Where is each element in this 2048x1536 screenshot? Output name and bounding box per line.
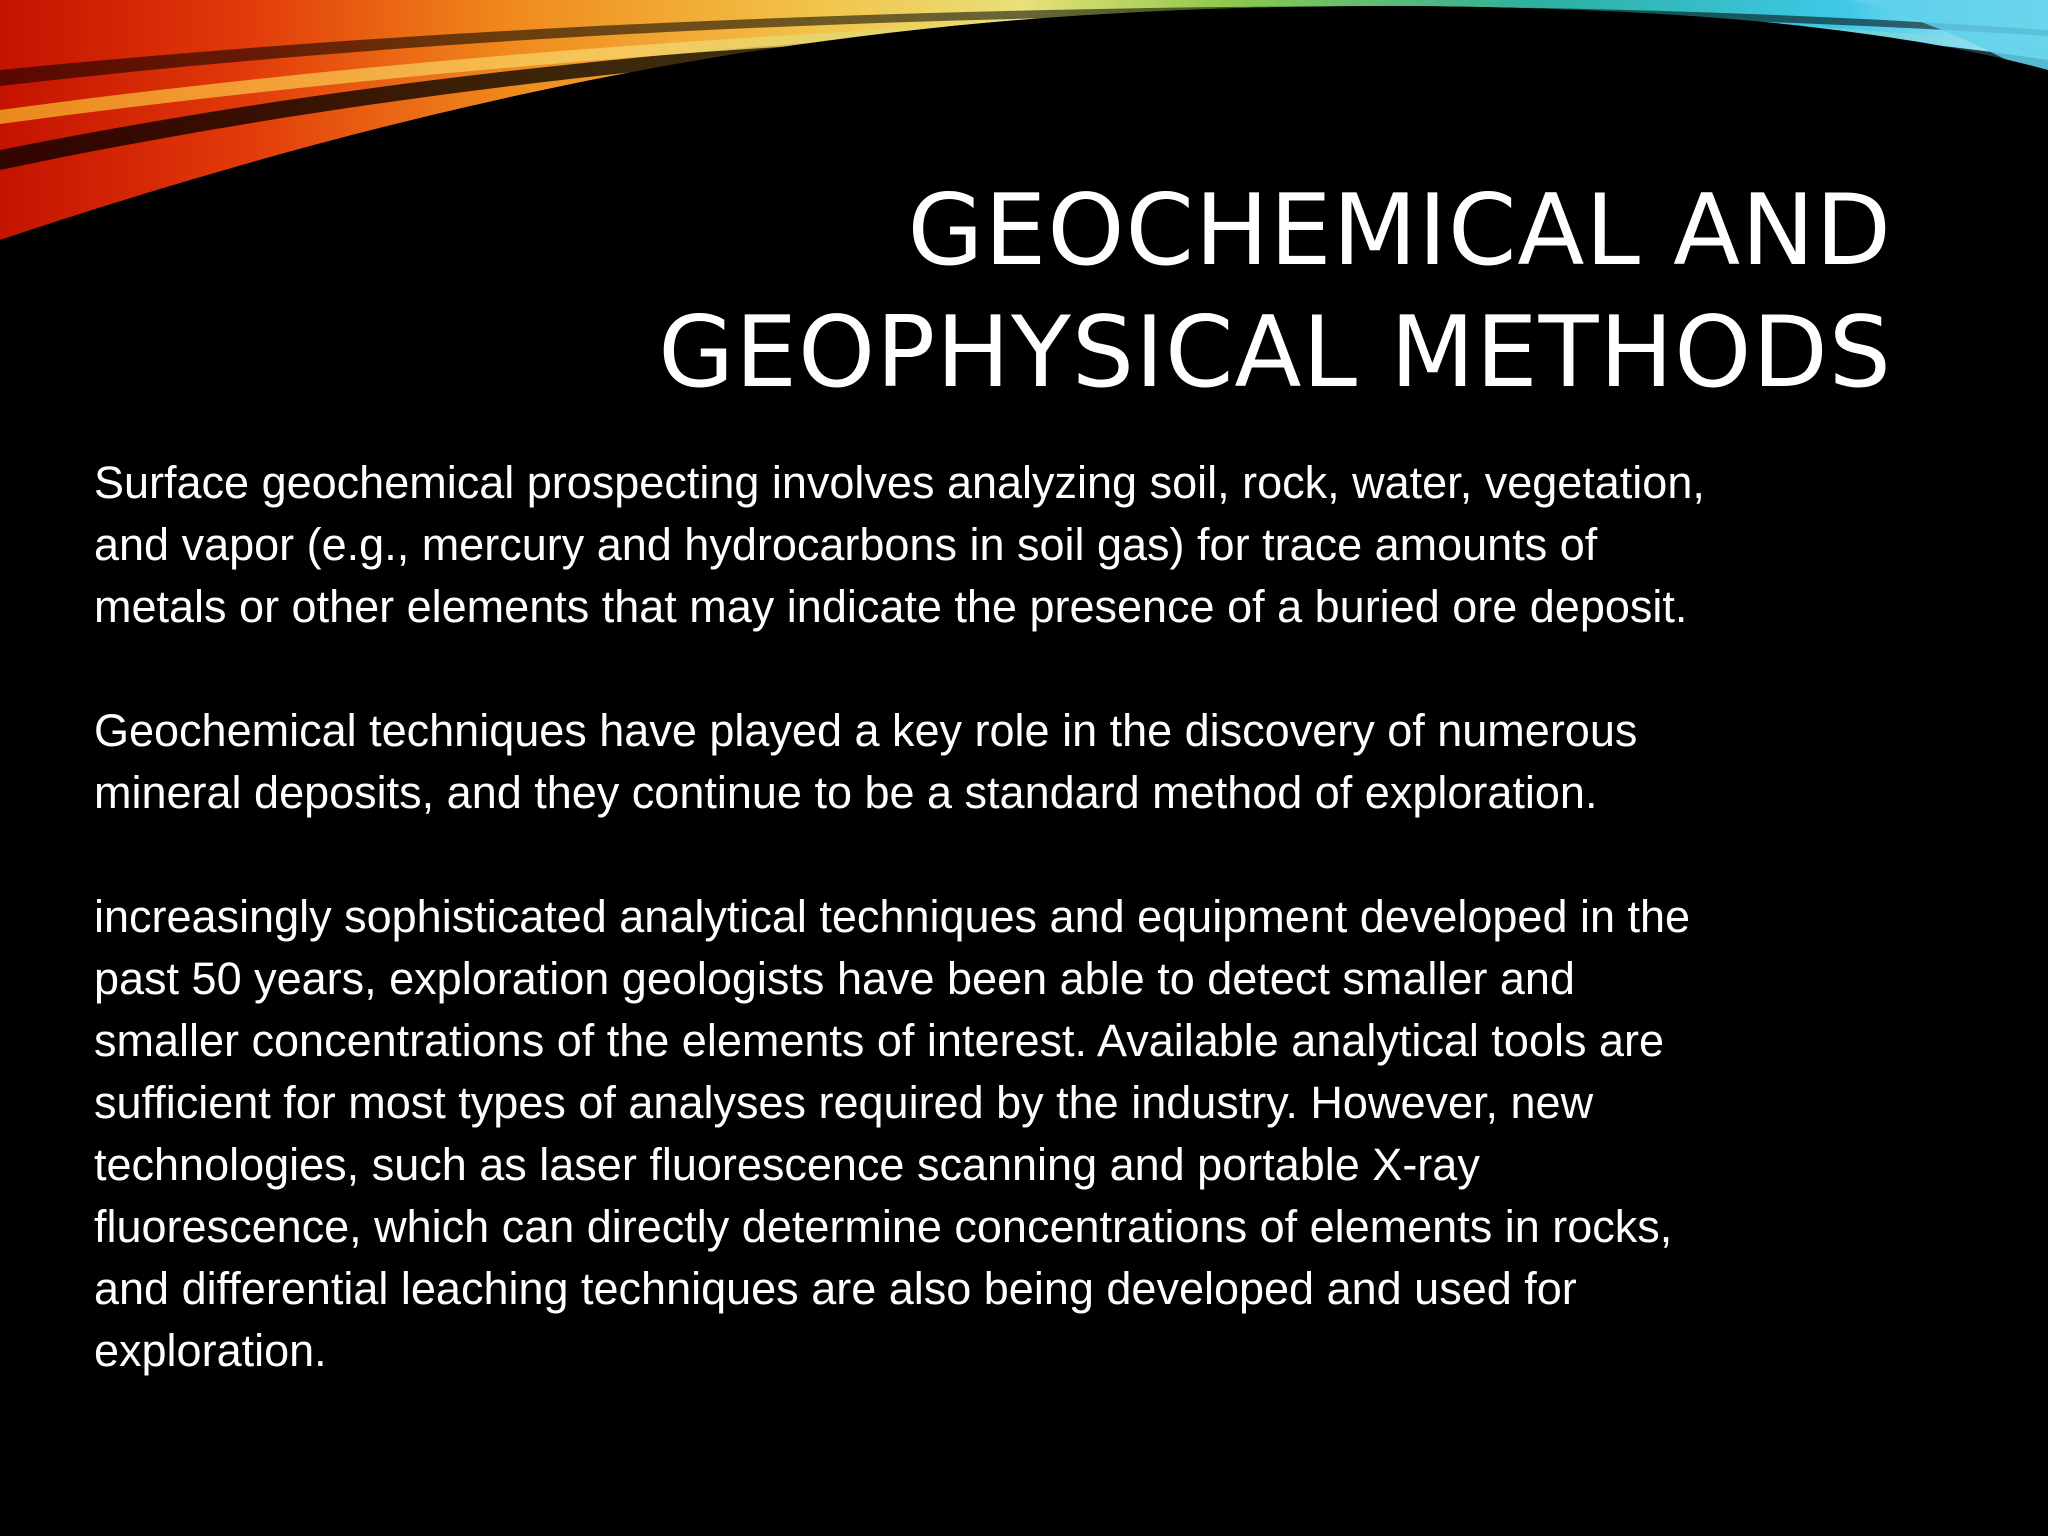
text-line: past 50 years, exploration geologists have been able to detect smaller and	[94, 953, 1575, 1004]
text-line: Geochemical techniques have played a key role in the discovery of numerous	[94, 705, 1638, 756]
text-line: exploration.	[94, 1325, 327, 1376]
paragraph-geochemical-prospecting	[94, 452, 1974, 638]
text-line: Surface geochemical prospecting involves analyzing soil, rock, water, vegetation,	[94, 457, 1705, 508]
slide-body	[94, 452, 1974, 1444]
slide-title-line-1: GEOCHEMICAL AND	[907, 174, 1892, 288]
text-line: and vapor (e.g., mercury and hydrocarbons in soil gas) for trace amounts of	[94, 519, 1598, 570]
slide-title	[292, 170, 1892, 414]
text-line: smaller concentrations of the elements of interest. Available analytical tools are	[94, 1015, 1665, 1066]
slide-title-line-2: GEOPHYSICAL METHODS	[658, 296, 1892, 410]
paragraph-analytical-tools	[94, 886, 1974, 1382]
text-line: fluorescence, which can directly determine concentrations of elements in rocks,	[94, 1201, 1673, 1252]
text-line: mineral deposits, and they continue to be a standard method of exploration.	[94, 767, 1598, 818]
text-line: metals or other elements that may indicate the presence of a buried ore deposit.	[94, 581, 1688, 632]
text-line: sufficient for most types of analyses required by the industry. However, new	[94, 1077, 1594, 1128]
paragraph-geochemical-techniques	[94, 700, 1974, 824]
text-line: technologies, such as laser fluorescence scanning and portable X-ray	[94, 1139, 1480, 1190]
text-line: and differential leaching techniques are also being developed and used for	[94, 1263, 1577, 1314]
text-line: increasingly sophisticated analytical techniques and equipment developed in the	[94, 891, 1691, 942]
